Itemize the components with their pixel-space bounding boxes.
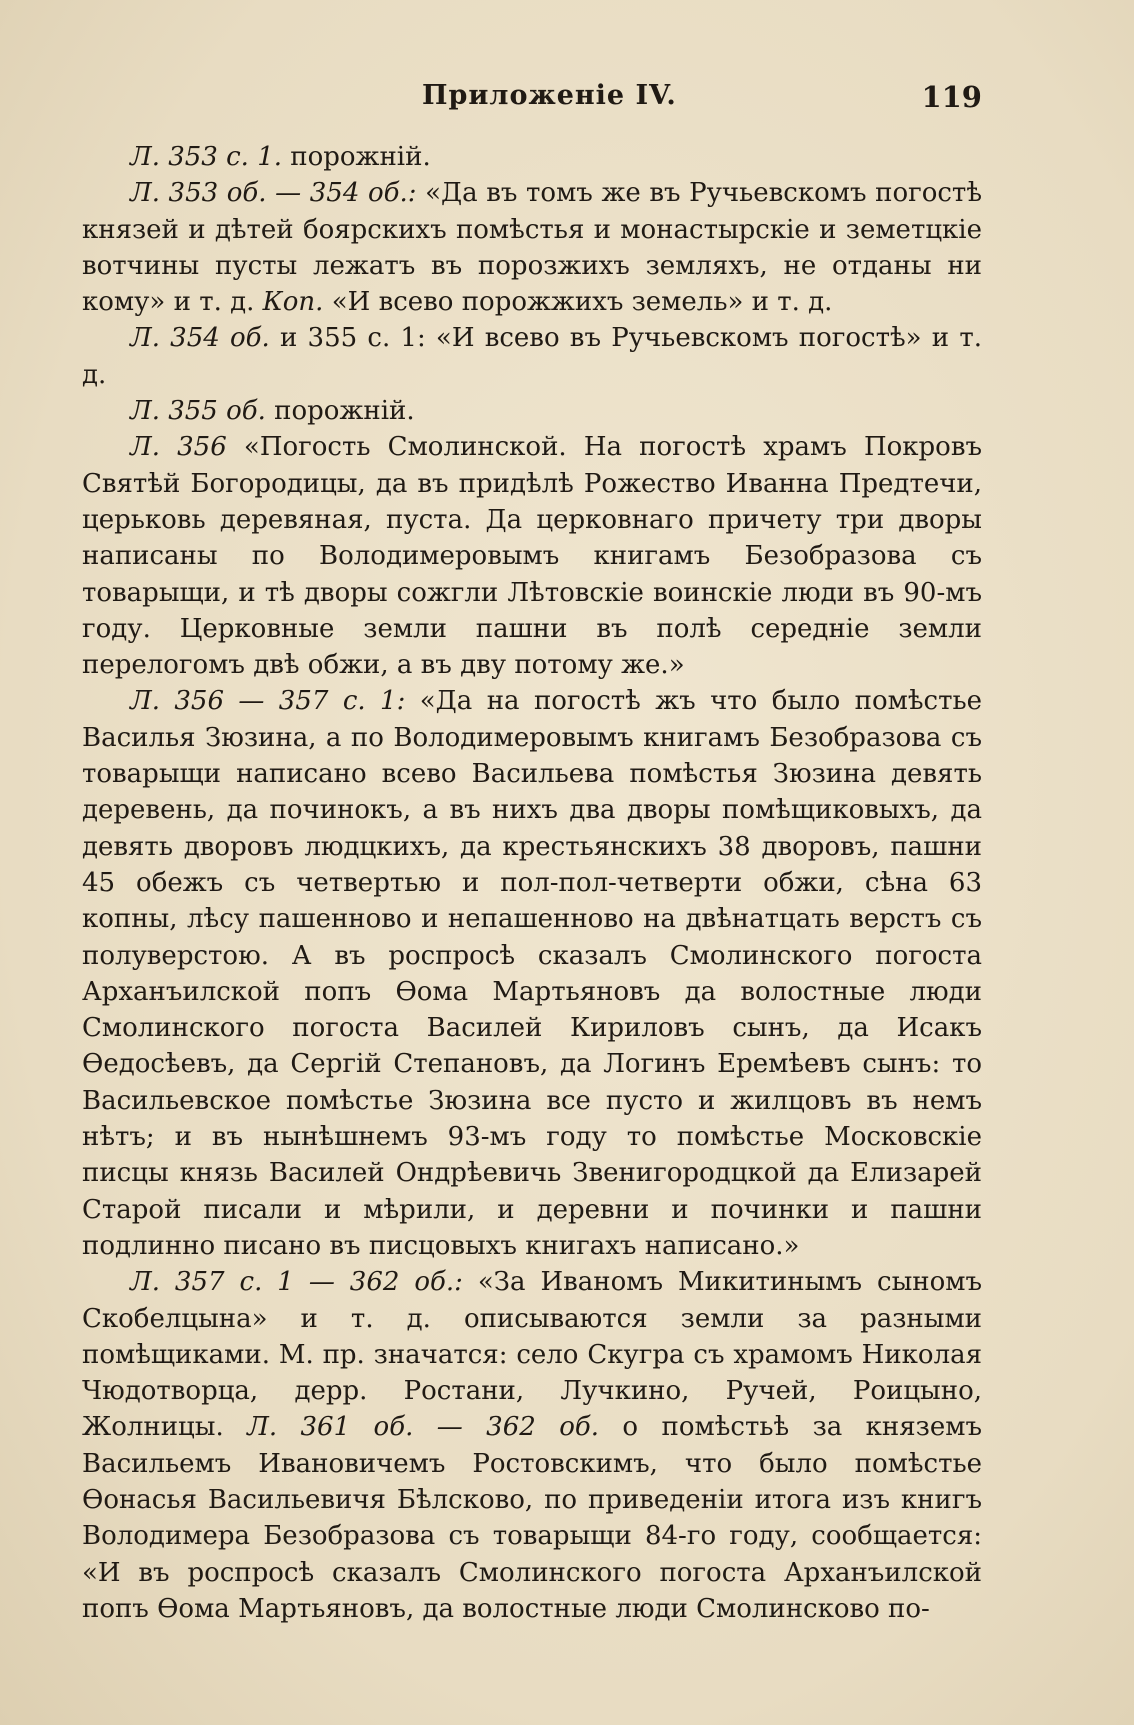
folio-reference: Л. 357 с. 1 — 362 об.:	[130, 1267, 463, 1298]
running-title: Приложеніе IV.	[422, 80, 677, 111]
paragraph-text: «Да на погостѣ жъ что было помѣстье Василья Зюзина, а по Володимеровымъ книгамъ Безобразова съ товарыщи написано всево Васильева помѣстья Зюзина девять деревень, да починокъ, а въ нихъ два дворы помѣщиковыхъ, да девять дворовъ людцкихъ, да крестьянскихъ 38 дворовъ, пашни 45 обежъ съ четвертью и пол-пол-четверти обжи, сѣна 63 копны, лѣсу пашенново и непашенново на двѣнатцать верстъ съ полуверстою. А въ роспросѣ сказалъ Смолинского погоста Арханъилской попъ Ѳома Мартьяновъ да волостные люди Смолинского погоста Василей Кириловъ сынъ, да Исакъ Ѳедосѣевъ, да Сергій Степановъ, да Логинъ Еремѣевъ сынъ: то Васильевское помѣстье Зюзина все пусто и жилцовъ въ немъ нѣтъ; и въ нынѣшнемъ 93-мъ году то помѣстье Московскіе писцы князь Василей Ондрѣевичь Звенигородцкой да Елизарей Старой писали и мѣрили, и деревни и починки и пашни подлинно писано въ писцовыхъ книгахъ написано.»	[82, 686, 983, 1261]
paragraph	[82, 393, 982, 429]
paragraph-text: «Погость Смолинской. На погостѣ храмъ Покровъ Святѣй Богородицы, да въ придѣлѣ Рожество Иванна Предтечи, церьковь деревяная, пуста. Да церковнаго причету три дворы написаны по Володимеровымъ книгамъ Безобразова съ товарыщи, и тѣ дворы сожгли Лѣтовскіе воинскіе люди въ 90-мъ году. Церковные земли пашни въ полѣ середніе земли перелогомъ двѣ обжи, а въ дву потому же.»	[82, 432, 982, 681]
body-text	[82, 139, 982, 1627]
page-number: 119	[921, 80, 982, 114]
folio-reference: Л. 356 — 357 с. 1:	[130, 686, 406, 717]
folio-reference: Л. 356	[130, 432, 227, 463]
paragraph-text: «За Иваномъ Микитинымъ сыномъ Скобелцына» и т. д. описываются земли за разными помѣщиками. М. пр. значатся: село Скугра съ храмомъ Николая Чюдотворца, дерр. Ростани, Лучкино, Ручей, Роицыно, Жолницы.	[82, 1267, 983, 1443]
folio-reference: Л. 354 об.	[130, 323, 270, 354]
paragraph	[82, 1264, 982, 1627]
paragraph-text: «Да въ томъ же въ Ручьевскомъ погостѣ князей и дѣтей боярскихъ помѣстья и монастырскіе и земетцкіе вотчины пусты лежатъ въ порозжихъ земляхъ, не отданы ни кому» и т. д.	[82, 178, 982, 318]
paragraph-text: «И всево порожжихъ земель» и т. д.	[323, 287, 833, 318]
folio-reference: Л. 353 об. — 354 об.:	[130, 178, 417, 209]
folio-reference: Л. 361 об. — 362 об.	[247, 1412, 600, 1443]
paragraph-text: о помѣстьѣ за княземъ Васильемъ Ивановичемъ Ростовскимъ, что было помѣстье Ѳонасья Васильевичя Бѣлсково, по приведеніи итога изъ книгъ Володимера Безобразова съ товарыщи 84-го году, сообщается: «И въ роспросѣ сказалъ Смолинского погоста Арханъилской попъ Ѳома Мартьяновъ, да волостные люди Смолинсково по-	[82, 1412, 982, 1624]
folio-reference: Л. 355 об.	[130, 396, 266, 427]
copy-reference: Коп.	[262, 287, 324, 318]
folio-reference: Л. 353 с. 1.	[130, 142, 283, 172]
paragraph-text: и 355 с. 1: «И всево въ Ручьевскомъ погостѣ» и т. д.	[82, 323, 982, 390]
page-header	[82, 80, 982, 124]
paragraph	[82, 683, 982, 1264]
paragraph	[82, 139, 982, 175]
paragraph-text: порожній.	[282, 142, 431, 172]
paragraph	[82, 175, 982, 320]
paragraph	[82, 320, 982, 393]
paragraph-text: порожній.	[265, 396, 415, 427]
paragraph	[82, 429, 982, 683]
